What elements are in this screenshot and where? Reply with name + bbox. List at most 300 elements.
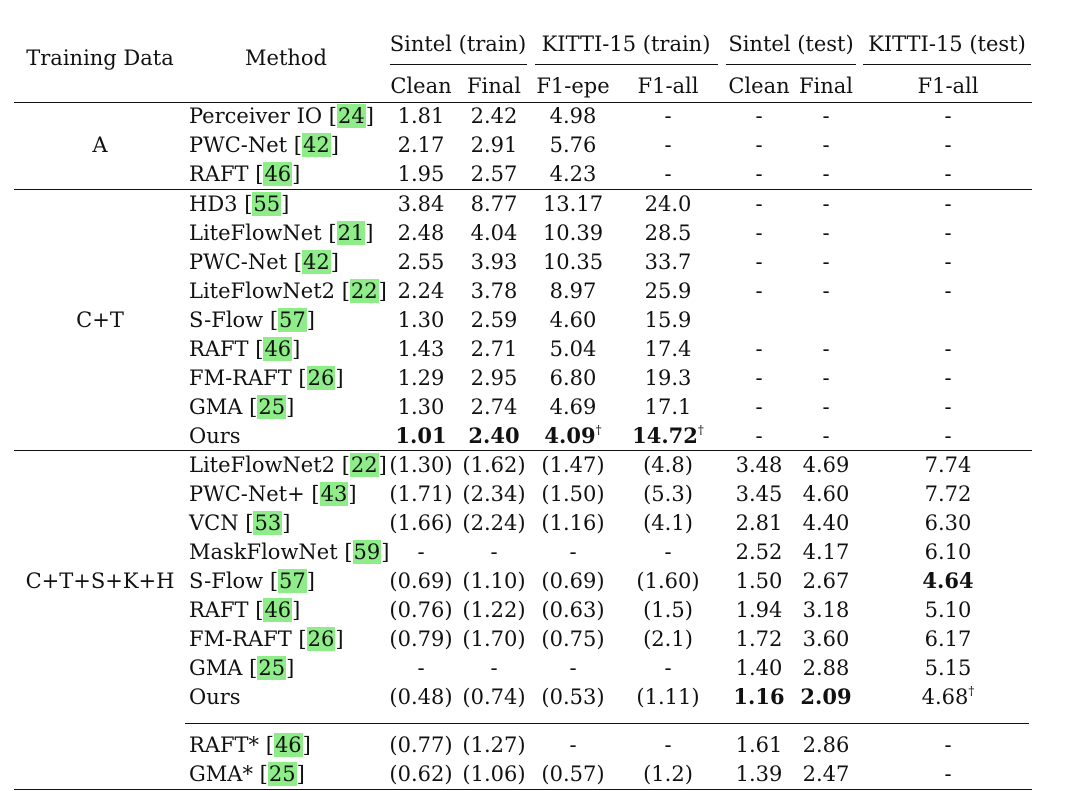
value-cell xyxy=(755,219,762,247)
table-bottom-rule xyxy=(14,789,1032,790)
value-cell xyxy=(736,654,783,682)
method-cell: RAFT [46] xyxy=(189,598,301,622)
value-cell xyxy=(944,364,951,392)
cell-value: 3.93 xyxy=(470,250,518,274)
value-cell xyxy=(925,451,972,479)
value-cell xyxy=(803,731,850,759)
cell-value: - xyxy=(755,366,763,390)
value-cell xyxy=(550,393,597,421)
cell-value: - xyxy=(822,192,830,216)
cell-value: 4.69 xyxy=(802,453,850,477)
value-cell xyxy=(389,625,452,653)
citation-link[interactable]: 25 xyxy=(268,762,296,786)
value-cell xyxy=(417,538,424,566)
cell-value: 4.98 xyxy=(549,104,597,128)
section-rule-3 xyxy=(185,723,1029,724)
cell-value: 1.39 xyxy=(735,762,783,786)
method-cell: FM-RAFT [26] xyxy=(189,627,344,651)
cell-value: (1.22) xyxy=(462,598,526,622)
cell-value: - xyxy=(822,279,830,303)
cell-value: (2.34) xyxy=(462,482,526,506)
cell-value: 13.17 xyxy=(542,192,604,216)
value-cell xyxy=(664,538,671,566)
cell-value: - xyxy=(417,656,425,680)
value-cell xyxy=(755,160,762,188)
cell-value: (0.48) xyxy=(389,685,453,709)
cell-value: (4.1) xyxy=(643,511,693,535)
value-cell xyxy=(490,654,497,682)
group-underline-kitti-test xyxy=(863,64,1031,65)
cell-value: 17.4 xyxy=(644,337,692,361)
cell-value: - xyxy=(664,540,672,564)
cell-value: - xyxy=(944,424,952,448)
value-cell xyxy=(550,277,597,305)
value-cell xyxy=(803,596,850,624)
cell-value: - xyxy=(490,540,498,564)
method-name: RAFT* xyxy=(189,733,260,757)
citation-link[interactable]: 46 xyxy=(264,162,292,186)
cell-value: 2.91 xyxy=(470,133,518,157)
cell-value: 5.76 xyxy=(549,133,597,157)
cell-value: (0.77) xyxy=(389,733,453,757)
cell-value: - xyxy=(944,250,952,274)
value-cell xyxy=(822,190,829,218)
value-cell xyxy=(632,422,704,450)
value-cell xyxy=(800,683,851,711)
cell-value: - xyxy=(822,133,830,157)
cell-value: - xyxy=(755,162,763,186)
value-cell xyxy=(398,248,445,276)
subheader-sintel-test-clean: Clean xyxy=(728,74,790,98)
value-cell xyxy=(822,102,829,130)
cell-value: 2.57 xyxy=(470,162,518,186)
header-group-sintel-train: Sintel (train) xyxy=(389,32,527,56)
value-cell xyxy=(755,131,762,159)
value-cell xyxy=(803,509,850,537)
value-cell xyxy=(550,335,597,363)
value-cell xyxy=(389,480,452,508)
citation-link[interactable]: 55 xyxy=(253,192,281,216)
value-cell xyxy=(645,190,692,218)
cell-value: - xyxy=(417,540,425,564)
value-cell xyxy=(417,654,424,682)
cell-value: - xyxy=(822,221,830,245)
value-cell xyxy=(822,248,829,276)
value-cell xyxy=(389,567,452,595)
cell-value: 1.30 xyxy=(397,308,445,332)
cell-value: (1.62) xyxy=(462,453,526,477)
citation-link[interactable]: 22 xyxy=(350,453,378,477)
cell-value: 4.68 xyxy=(921,685,969,709)
citation-link[interactable]: 46 xyxy=(274,733,302,757)
value-cell xyxy=(471,364,518,392)
method-name: FM-RAFT xyxy=(189,627,292,651)
method-cell: RAFT [46] xyxy=(189,162,301,186)
method-cell: HD3 [55] xyxy=(189,192,290,216)
value-cell xyxy=(636,567,699,595)
cell-value: - xyxy=(944,279,952,303)
cell-value: 10.35 xyxy=(542,250,604,274)
value-cell xyxy=(944,731,951,759)
cell-value: - xyxy=(755,104,763,128)
cell-value: 2.55 xyxy=(397,250,445,274)
cell-value: 1.30 xyxy=(397,395,445,419)
value-cell xyxy=(755,190,762,218)
value-cell xyxy=(944,102,951,130)
citation-link[interactable]: 22 xyxy=(350,279,378,303)
method-name: HD3 xyxy=(189,192,238,216)
cell-value: 8.77 xyxy=(470,192,518,216)
method-cell: LiteFlowNet [21] xyxy=(189,221,374,245)
cell-value: - xyxy=(664,133,672,157)
cell-value: - xyxy=(822,337,830,361)
value-cell xyxy=(755,393,762,421)
cell-value: 3.18 xyxy=(802,598,850,622)
citation-link[interactable]: 46 xyxy=(264,337,292,361)
cell-value: 1.40 xyxy=(735,656,783,680)
dagger-mark: † xyxy=(697,423,704,437)
value-cell xyxy=(803,760,850,788)
value-cell xyxy=(822,335,829,363)
header-method: Method xyxy=(245,46,327,70)
method-cell: Perceiver IO [24] xyxy=(189,104,374,128)
value-cell xyxy=(736,596,783,624)
value-cell xyxy=(543,219,603,247)
value-cell xyxy=(944,277,951,305)
method-cell xyxy=(189,683,241,711)
value-cell xyxy=(944,760,951,788)
cell-value: (0.62) xyxy=(389,762,453,786)
cell-value: 6.30 xyxy=(924,511,972,535)
citation-link[interactable]: 57 xyxy=(279,308,306,332)
cell-value: - xyxy=(755,424,763,448)
method-cell: GMA* [25] xyxy=(189,762,305,786)
cell-value: 1.72 xyxy=(735,627,783,651)
cell-value: 28.5 xyxy=(644,221,692,245)
value-cell xyxy=(925,654,972,682)
header-bottom-rule xyxy=(14,102,1032,103)
method-name: FM-RAFT xyxy=(189,366,292,390)
value-cell xyxy=(645,306,692,334)
value-cell xyxy=(755,248,762,276)
value-cell xyxy=(468,422,519,450)
value-cell xyxy=(471,248,518,276)
citation-link[interactable]: 26 xyxy=(307,627,335,651)
cell-value: (5.3) xyxy=(643,482,693,506)
value-cell xyxy=(569,538,576,566)
method-name: LiteFlowNet2 xyxy=(189,279,336,303)
cell-value: (0.79) xyxy=(389,627,453,651)
citation-link[interactable]: 25 xyxy=(258,656,286,680)
method-cell: VCN [53] xyxy=(189,511,291,535)
value-cell xyxy=(541,480,604,508)
cell-value: 2.48 xyxy=(397,221,445,245)
cell-value: 2.52 xyxy=(735,540,783,564)
cell-value: - xyxy=(569,733,577,757)
method-name: PWC-Net+ xyxy=(189,482,305,506)
value-cell xyxy=(755,364,762,392)
cell-value: - xyxy=(944,733,952,757)
value-cell xyxy=(462,596,525,624)
value-cell xyxy=(462,683,525,711)
value-cell xyxy=(490,538,497,566)
value-cell xyxy=(803,451,850,479)
training-data-label: C+T xyxy=(76,308,124,332)
value-cell xyxy=(944,248,951,276)
cell-value: 4.60 xyxy=(549,308,597,332)
value-cell xyxy=(645,335,692,363)
cell-value: 4.60 xyxy=(802,482,850,506)
header-group-sintel-test: Sintel (test) xyxy=(728,32,854,56)
cell-value: - xyxy=(822,366,830,390)
value-cell xyxy=(736,451,783,479)
cell-value: 2.95 xyxy=(470,366,518,390)
cell-value: - xyxy=(944,337,952,361)
value-cell xyxy=(664,102,671,130)
value-cell xyxy=(471,219,518,247)
cell-value: - xyxy=(569,540,577,564)
value-cell xyxy=(462,760,525,788)
method-cell: S-Flow [57] xyxy=(189,308,315,332)
cell-value: (2.24) xyxy=(462,511,526,535)
value-cell xyxy=(389,596,452,624)
cell-value: (0.69) xyxy=(389,569,453,593)
value-cell xyxy=(736,625,783,653)
citation-link[interactable]: 26 xyxy=(307,366,335,390)
value-cell xyxy=(543,190,603,218)
method-name: RAFT xyxy=(189,162,249,186)
value-cell xyxy=(543,248,603,276)
value-cell xyxy=(471,393,518,421)
header-group-kitti-test: KITTI-15 (test) xyxy=(868,32,1026,56)
cell-value: 10.39 xyxy=(542,221,604,245)
cell-value: - xyxy=(944,221,952,245)
value-cell xyxy=(664,731,671,759)
value-cell xyxy=(389,451,452,479)
cell-value: 1.50 xyxy=(735,569,783,593)
value-cell xyxy=(398,219,445,247)
training-data-label: C+T+S+K+H xyxy=(25,569,175,593)
cell-value: 5.04 xyxy=(549,337,597,361)
value-cell xyxy=(398,102,445,130)
cell-value: 2.59 xyxy=(470,308,518,332)
value-cell xyxy=(398,160,445,188)
cell-value: 1.94 xyxy=(735,598,783,622)
value-cell xyxy=(541,451,604,479)
subheader-sintel-train-clean: Clean xyxy=(390,74,452,98)
cell-value: 2.47 xyxy=(802,762,850,786)
cell-value: - xyxy=(490,656,498,680)
group-underline-kitti-train xyxy=(535,64,718,65)
value-cell xyxy=(664,160,671,188)
cell-value: (1.50) xyxy=(541,482,605,506)
value-cell xyxy=(944,131,951,159)
value-cell xyxy=(471,102,518,130)
cell-value: (1.60) xyxy=(636,569,700,593)
cell-value: 4.04 xyxy=(470,221,518,245)
cell-value: 2.09 xyxy=(800,684,852,709)
value-cell xyxy=(395,422,446,450)
value-cell xyxy=(462,451,525,479)
cell-value: - xyxy=(944,162,952,186)
method-name: Ours xyxy=(189,685,241,709)
value-cell xyxy=(803,654,850,682)
subheader-sintel-test-final: Final xyxy=(798,74,854,98)
value-cell xyxy=(803,480,850,508)
cell-value: (1.5) xyxy=(643,598,693,622)
value-cell xyxy=(550,160,597,188)
cell-value: (1.70) xyxy=(462,627,526,651)
value-cell xyxy=(925,538,972,566)
value-cell xyxy=(398,131,445,159)
cell-value: - xyxy=(944,104,952,128)
value-cell xyxy=(569,654,576,682)
value-cell xyxy=(803,625,850,653)
value-cell xyxy=(541,625,604,653)
method-cell: LiteFlowNet2 [22] xyxy=(189,453,387,477)
subheader-kitti-test-f1-all: F1-all xyxy=(917,74,979,98)
cell-value: - xyxy=(944,133,952,157)
method-cell: PWC-Net [42] xyxy=(189,250,339,274)
value-cell xyxy=(925,625,972,653)
citation-link[interactable]: 53 xyxy=(254,511,282,535)
value-cell xyxy=(944,219,951,247)
value-cell xyxy=(736,731,783,759)
cell-value: 1.16 xyxy=(733,684,785,709)
value-cell xyxy=(471,160,518,188)
cell-value: (1.66) xyxy=(389,511,453,535)
value-cell xyxy=(643,596,693,624)
cell-value: (1.06) xyxy=(462,762,526,786)
value-cell xyxy=(636,683,699,711)
value-cell xyxy=(944,190,951,218)
cell-value: 2.42 xyxy=(470,104,518,128)
method-name: RAFT xyxy=(189,337,249,361)
value-cell xyxy=(643,760,693,788)
cell-value: 3.48 xyxy=(735,453,783,477)
method-cell: GMA [25] xyxy=(189,656,295,680)
citation-link[interactable]: 42 xyxy=(303,133,330,157)
citation-link[interactable]: 24 xyxy=(337,104,365,128)
method-name: Perceiver IO xyxy=(189,104,323,128)
cell-value: - xyxy=(822,250,830,274)
cell-value: - xyxy=(822,104,830,128)
cell-value: 2.40 xyxy=(468,423,520,448)
subheader-sintel-train-final: Final xyxy=(466,74,522,98)
method-name: GMA xyxy=(189,656,243,680)
citation-link[interactable]: 57 xyxy=(279,569,306,593)
cell-value: 1.43 xyxy=(397,337,445,361)
value-cell xyxy=(822,364,829,392)
method-name: LiteFlowNet2 xyxy=(189,453,336,477)
value-cell xyxy=(664,654,671,682)
value-cell xyxy=(944,160,951,188)
citation-link[interactable]: 21 xyxy=(337,221,365,245)
cell-value: 2.17 xyxy=(397,133,445,157)
cell-value: (2.1) xyxy=(643,627,693,651)
value-cell xyxy=(645,364,692,392)
value-cell xyxy=(398,277,445,305)
method-name: VCN xyxy=(189,511,239,535)
value-cell xyxy=(925,596,972,624)
cell-value: - xyxy=(944,762,952,786)
cell-value: 7.74 xyxy=(924,453,972,477)
value-cell xyxy=(471,190,518,218)
value-cell xyxy=(803,538,850,566)
citation-link[interactable]: 46 xyxy=(264,598,292,622)
value-cell xyxy=(645,393,692,421)
value-cell xyxy=(733,683,784,711)
cell-value: - xyxy=(755,133,763,157)
value-cell xyxy=(471,277,518,305)
value-cell xyxy=(389,509,452,537)
value-cell xyxy=(803,567,850,595)
value-cell xyxy=(389,683,452,711)
value-cell xyxy=(569,731,576,759)
section-rule-1 xyxy=(14,189,1032,190)
cell-value: (1.47) xyxy=(541,453,605,477)
value-cell xyxy=(398,393,445,421)
value-cell xyxy=(462,509,525,537)
value-cell xyxy=(822,219,829,247)
cell-value: - xyxy=(944,192,952,216)
cell-value: 17.1 xyxy=(644,395,692,419)
value-cell xyxy=(398,364,445,392)
value-cell xyxy=(944,393,951,421)
value-cell xyxy=(822,277,829,305)
header-group-kitti-train: KITTI-15 (train) xyxy=(541,32,711,56)
dagger-mark: † xyxy=(968,684,975,698)
cell-value: 6.10 xyxy=(924,540,972,564)
cell-value: - xyxy=(755,192,763,216)
value-cell xyxy=(643,509,693,537)
cell-value: 2.81 xyxy=(735,511,783,535)
cell-value: 4.09 xyxy=(544,423,596,448)
cell-value: (0.57) xyxy=(541,762,605,786)
value-cell xyxy=(822,131,829,159)
citation-link[interactable]: 43 xyxy=(320,482,348,506)
value-cell xyxy=(822,160,829,188)
cell-value: 7.72 xyxy=(924,482,972,506)
citation-link[interactable]: 59 xyxy=(353,540,381,564)
method-name: PWC-Net xyxy=(189,250,288,274)
value-cell xyxy=(755,102,762,130)
cell-value: 4.23 xyxy=(549,162,597,186)
cell-value: (4.8) xyxy=(643,453,693,477)
value-cell xyxy=(541,567,604,595)
value-cell xyxy=(736,538,783,566)
value-cell xyxy=(643,451,693,479)
cell-value: 2.24 xyxy=(397,279,445,303)
training-data-label: A xyxy=(92,133,108,157)
method-name: GMA* xyxy=(189,762,253,786)
value-cell xyxy=(462,625,525,653)
value-cell xyxy=(736,567,783,595)
cell-value: 2.86 xyxy=(802,733,850,757)
method-cell: RAFT [46] xyxy=(189,337,301,361)
value-cell xyxy=(645,248,692,276)
citation-link[interactable]: 25 xyxy=(258,395,286,419)
value-cell xyxy=(550,364,597,392)
cell-value: - xyxy=(755,250,763,274)
cell-value: (1.30) xyxy=(389,453,453,477)
cell-value: 5.10 xyxy=(924,598,972,622)
citation-link[interactable]: 42 xyxy=(303,250,330,274)
method-name: S-Flow xyxy=(189,308,264,332)
value-cell xyxy=(736,480,783,508)
cell-value: - xyxy=(664,162,672,186)
cell-value: (1.71) xyxy=(389,482,453,506)
